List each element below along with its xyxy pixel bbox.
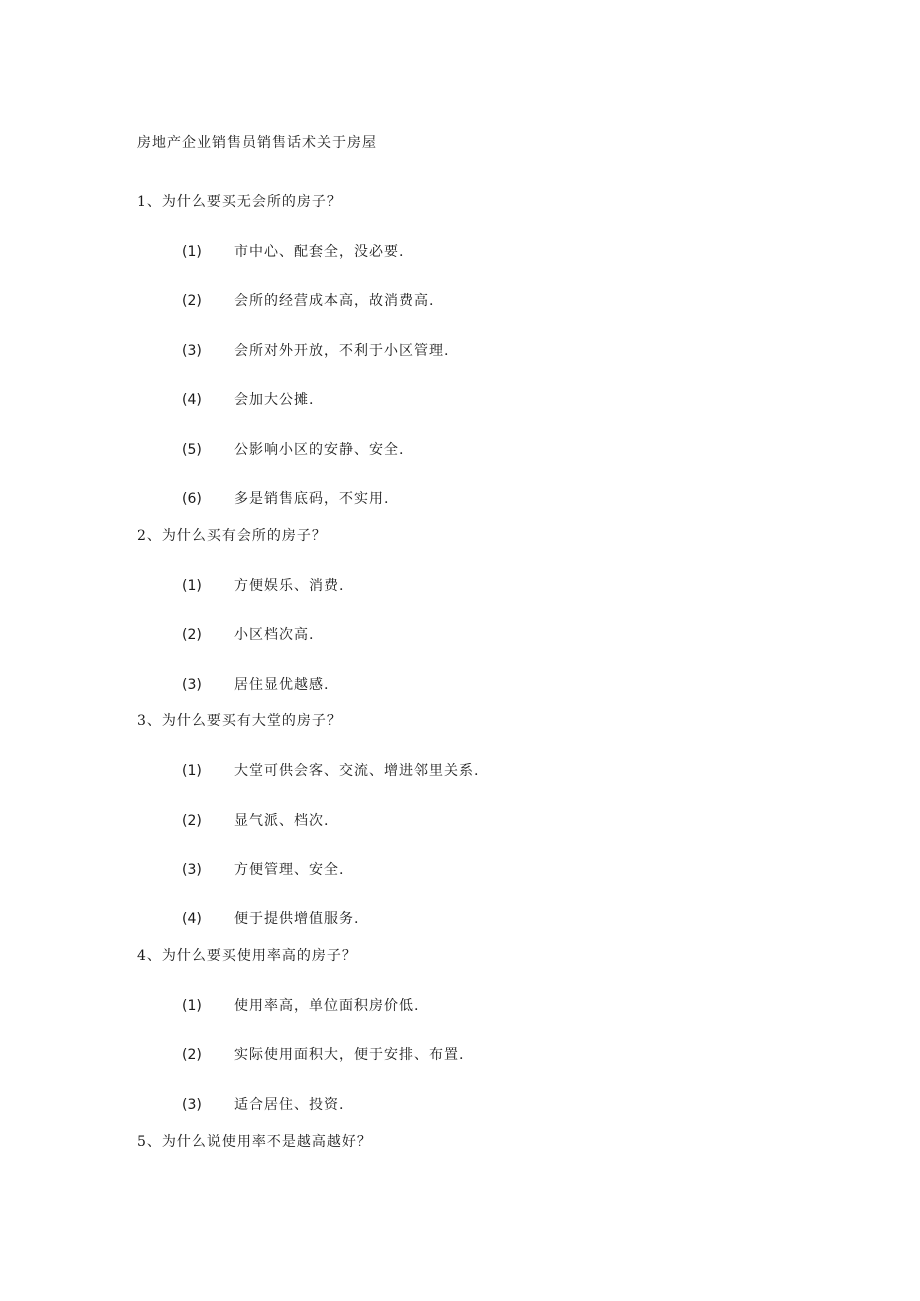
answer-text: 实际使用面积大，便于安排、布置. bbox=[234, 1047, 465, 1063]
answer-item bbox=[182, 859, 344, 879]
answer-item bbox=[182, 1094, 344, 1114]
answer-number: (6) bbox=[182, 491, 202, 507]
answer-text: 使用率高，单位面积房价低. bbox=[234, 998, 420, 1014]
answer-text: 大堂可供会客、交流、增进邻里关系. bbox=[234, 763, 480, 779]
question-heading: 1、为什么要买无会所的房子？ bbox=[137, 194, 342, 210]
question-heading: 4、为什么要买使用率高的房子？ bbox=[137, 948, 357, 964]
answer-item bbox=[182, 575, 344, 595]
answer-item bbox=[182, 290, 434, 310]
answer-number: (3) bbox=[182, 1097, 202, 1113]
answer-item bbox=[182, 1044, 464, 1064]
answer-number: (2) bbox=[182, 813, 202, 829]
answer-number: (1) bbox=[182, 763, 202, 779]
answer-number: (2) bbox=[182, 627, 202, 643]
answer-number: (2) bbox=[182, 1047, 202, 1063]
answer-text: 显气派、档次. bbox=[234, 813, 330, 829]
answer-item bbox=[182, 389, 314, 409]
document-title: 房地产企业销售员销售话术关于房屋 bbox=[137, 135, 377, 151]
answer-number: (5) bbox=[182, 442, 202, 458]
answer-item bbox=[182, 810, 329, 830]
answer-number: (4) bbox=[182, 392, 202, 408]
answer-text: 居住显优越感. bbox=[234, 677, 330, 693]
answer-number: (1) bbox=[182, 998, 202, 1014]
answer-text: 会所的经营成本高，故消费高. bbox=[234, 293, 435, 309]
answer-text: 方便娱乐、消费. bbox=[234, 578, 345, 594]
answer-item bbox=[182, 241, 404, 261]
answer-item bbox=[182, 624, 314, 644]
question-heading: 5、为什么说使用率不是越高越好？ bbox=[137, 1134, 372, 1150]
answer-item bbox=[182, 674, 329, 694]
answer-number: (1) bbox=[182, 578, 202, 594]
answer-item bbox=[182, 340, 449, 360]
answer-number: (1) bbox=[182, 244, 202, 260]
question-heading: 3、为什么要买有大堂的房子？ bbox=[137, 713, 342, 729]
answer-item bbox=[182, 760, 479, 780]
answer-text: 公影响小区的安静、安全. bbox=[234, 442, 405, 458]
answer-number: (3) bbox=[182, 862, 202, 878]
answer-number: (3) bbox=[182, 343, 202, 359]
answer-text: 小区档次高. bbox=[234, 627, 315, 643]
answer-item bbox=[182, 439, 404, 459]
answer-text: 市中心、配套全，没必要. bbox=[234, 244, 405, 260]
answer-text: 会加大公摊. bbox=[234, 392, 315, 408]
answer-item bbox=[182, 995, 419, 1015]
question-heading: 2、为什么买有会所的房子？ bbox=[137, 528, 327, 544]
answer-text: 便于提供增值服务. bbox=[234, 911, 360, 927]
answer-text: 适合居住、投资. bbox=[234, 1097, 345, 1113]
answer-number: (3) bbox=[182, 677, 202, 693]
answer-item bbox=[182, 488, 389, 508]
answer-text: 方便管理、安全. bbox=[234, 862, 345, 878]
answer-number: (4) bbox=[182, 911, 202, 927]
answer-number: (2) bbox=[182, 293, 202, 309]
answer-item bbox=[182, 908, 359, 928]
answer-text: 会所对外开放，不利于小区管理. bbox=[234, 343, 450, 359]
answer-text: 多是销售底码，不实用. bbox=[234, 491, 390, 507]
